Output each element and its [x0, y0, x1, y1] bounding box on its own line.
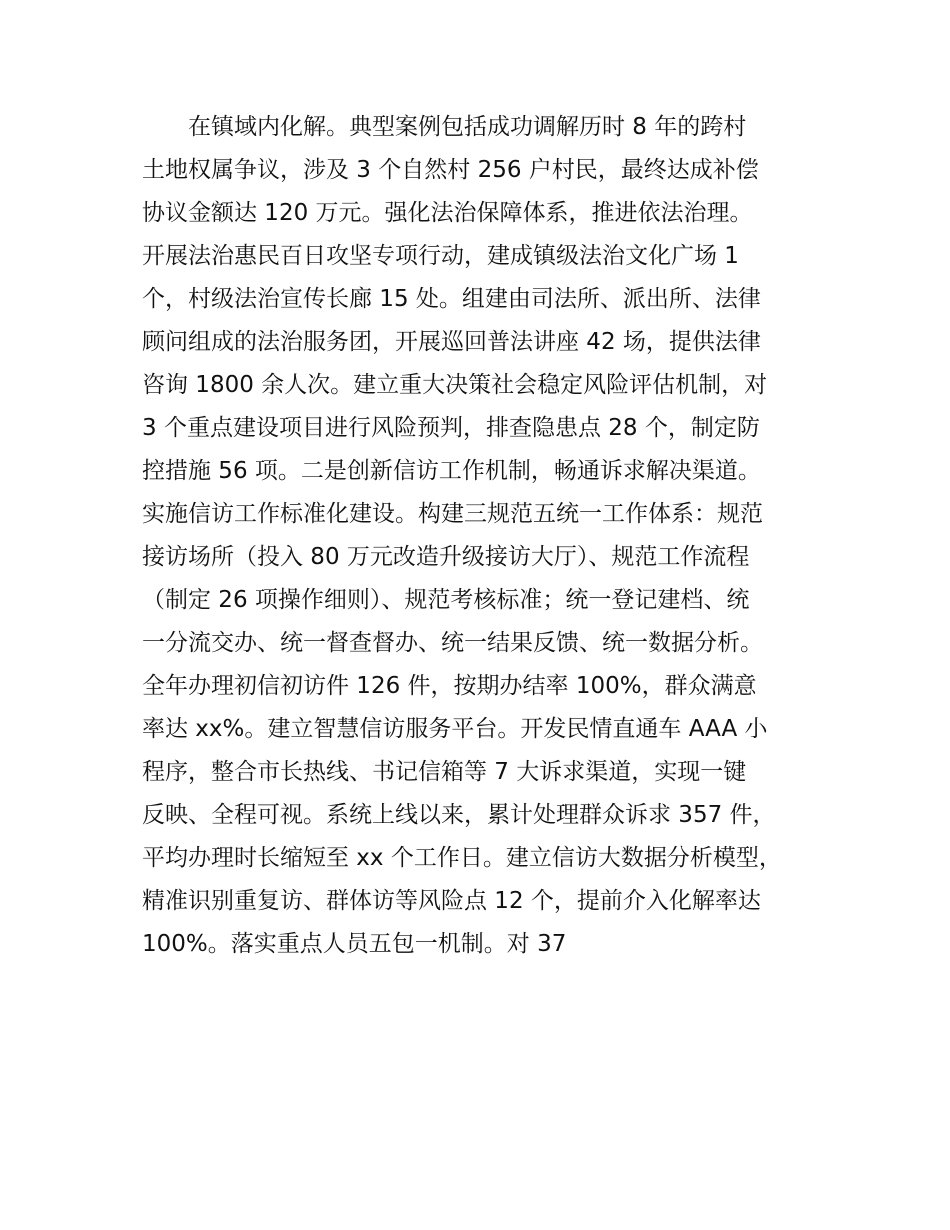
paragraph-line: 反映、全程可视。系统上线以来，累计处理群众诉求 357 件，: [142, 802, 776, 828]
paragraph-line: 开展法治惠民百日攻坚专项行动，建成镇级法治文化广场 1: [142, 243, 739, 269]
paragraph-line: 接访场所（投入 80 万元改造升级接访大厅）、规范工作流程: [142, 544, 750, 570]
paragraph-line: 土地权属争议，涉及 3 个自然村 256 户村民，最终达成补偿: [142, 157, 759, 183]
paragraph-line: 在镇域内化解。典型案例包括成功调解历时 8 年的跨村: [188, 114, 747, 140]
paragraph-line: 平均办理时长缩短至 xx 个工作日。建立信访大数据分析模型，: [142, 845, 782, 871]
paragraph-line: 率达 xx%。建立智慧信访服务平台。开发民情直通车 AAA 小: [142, 716, 768, 742]
paragraph-line: 精准识别重复访、群体访等风险点 12 个，提前介入化解率达: [142, 888, 761, 914]
paragraph-line: （制定 26 项操作细则）、规范考核标准；统一登记建档、统: [142, 587, 750, 613]
body-text: [142, 106, 842, 966]
paragraph-line: 100%。落实重点人员五包一机制。对 37: [142, 931, 567, 957]
paragraph-line: 程序，整合市长热线、书记信箱等 7 大诉求渠道，实现一键: [142, 759, 747, 785]
paragraph-line: 一分流交办、统一督查督办、统一结果反馈、统一数据分析。: [142, 630, 763, 656]
paragraph-line: 咨询 1800 余人次。建立重大决策社会稳定风险评估机制，对: [142, 372, 768, 398]
paragraph-line: 3 个重点建设项目进行风险预判，排查隐患点 28 个，制定防: [142, 415, 760, 441]
paragraph-line: 个，村级法治宣传长廊 15 处。组建由司法所、派出所、法律: [142, 286, 761, 312]
paragraph-line: 控措施 56 项。二是创新信访工作机制，畅通诉求解决渠道。: [142, 458, 761, 484]
paragraph-line: 协议金额达 120 万元。强化法治保障体系，推进依法治理。: [142, 200, 753, 226]
paragraph-line: 实施信访工作标准化建设。构建三规范五统一工作体系：规范: [142, 501, 763, 527]
paragraph-line: 全年办理初信初访件 126 件，按期办结率 100%，群众满意: [142, 673, 757, 699]
paragraph-line: 顾问组成的法治服务团，开展巡回普法讲座 42 场，提供法律: [142, 329, 761, 355]
